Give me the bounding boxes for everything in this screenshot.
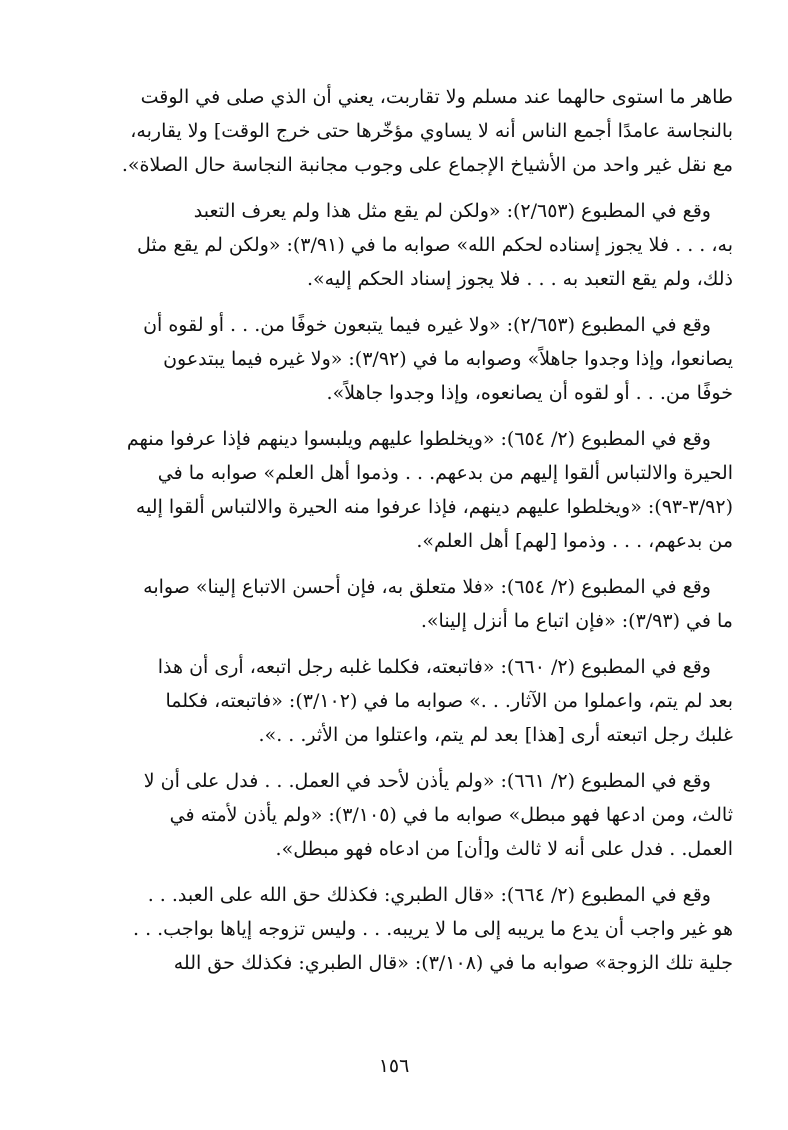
text-line: العمل. . فدل على أنه لا ثالث و[أن] من ادعاه فهو مبطل». bbox=[275, 838, 733, 860]
text-line: وقع في المطبوع (٢/ ٦٦٠): «فاتبعته، فكلما غلبه رجل اتبعه، أرى أن هذا bbox=[157, 656, 711, 678]
text-line: مع نقل غير واحد من الأشياخ الإجماع على وجوب مجانبة النجاسة حال الصلاة». bbox=[121, 154, 733, 176]
text-line: خوفًا من. . . أو لقوه أن يصانعوه، وإذا وجدوا جاهلاً». bbox=[326, 382, 733, 404]
text-line: وقع في المطبوع (٢/ ٦٥٤): «ويخلطوا عليهم ويلبسوا دينهم فإذا عرفوا منهم bbox=[126, 428, 711, 450]
page-number: ١٥٦ bbox=[378, 1055, 410, 1077]
paragraph bbox=[75, 80, 733, 182]
paragraph bbox=[75, 194, 733, 296]
text-line: الحيرة والالتباس ألقوا إليهم من بدعهم. . . وذموا أهل العلم» صوابه ما في bbox=[157, 462, 733, 484]
text-line: وقع في المطبوع (٢/٦٥٣): «ولكن لم يقع مثل هذا ولم يعرف التعبد bbox=[193, 200, 711, 222]
text-line: ذلك، ولم يقع التعبد به . . . فلا يجوز إسناد الحكم إليه». bbox=[306, 268, 733, 290]
paragraph bbox=[75, 422, 733, 558]
text-line: بعد لم يتم، واعملوا من الآثار. . .» صوابه ما في (٣/١٠٢): «فاتبعته، فكلما bbox=[165, 690, 733, 712]
body-text bbox=[75, 80, 733, 992]
text-line: وقع في المطبوع (٢/٦٥٣): «ولا غيره فيما يتبعون خوفًا من. . . أو لقوه أن bbox=[143, 314, 711, 336]
text-line: وقع في المطبوع (٢/ ٦٦١): «ولم يأذن لأحد في العمل. . . فدل على أن لا bbox=[143, 770, 711, 792]
text-line: يصانعوا، وإذا وجدوا جاهلاً» وصوابه ما في (٣/٩٢): «ولا غيره فيما يبتدعون bbox=[163, 348, 733, 370]
text-line: وقع في المطبوع (٢/ ٦٥٤): «فلا متعلق به، فإن أحسن الاتباع إلينا» صوابه bbox=[143, 576, 711, 598]
paragraph bbox=[75, 570, 733, 638]
paragraph bbox=[75, 878, 733, 980]
text-line: طاهر ما استوى حالهما عند مسلم ولا تقاربت، يعني أن الذي صلى في الوقت bbox=[140, 86, 733, 108]
text-line: (٣/٩٢-٩٣): «ويخلطوا عليهم دينهم، فإذا عرفوا منه الحيرة والالتباس ألقوا إليه bbox=[135, 496, 733, 518]
text-line: ما في (٣/٩٣): «فإن اتباع ما أنزل إلينا». bbox=[420, 610, 733, 632]
text-line: وقع في المطبوع (٢/ ٦٦٤): «قال الطبري: فكذلك حق الله على العبد. . . bbox=[147, 884, 711, 906]
paragraph bbox=[75, 764, 733, 866]
text-line: جلية تلك الزوجة» صوابه ما في (٣/١٠٨): «قال الطبري: فكذلك حق الله bbox=[173, 952, 733, 974]
text-line: غلبك رجل اتبعته أرى [هذا] بعد لم يتم، واعتلوا من الأثر. . .». bbox=[258, 724, 733, 746]
text-line: بالنجاسة عامدًا أجمع الناس أنه لا يساوي مؤخّرها حتى خرج الوقت] ولا يقاربه، bbox=[130, 120, 733, 142]
text-line: ثالث، ومن ادعها فهو مبطل» صوابه ما في (٣/١٠٥): «ولم يأذن لأمته في bbox=[169, 804, 733, 826]
text-line: هو غير واجب أن يدع ما يريبه إلى ما لا يريبه. . . وليس تزوجه إياها بواجب. . . bbox=[132, 918, 733, 940]
paragraph bbox=[75, 650, 733, 752]
text-line: به، . . . فلا يجوز إسناده لحكم الله» صوابه ما في (٣/٩١): «ولكن لم يقع مثل bbox=[137, 234, 733, 256]
text-line: من بدعهم، . . . وذموا [لهم] أهل العلم». bbox=[416, 530, 733, 552]
paragraph bbox=[75, 308, 733, 410]
